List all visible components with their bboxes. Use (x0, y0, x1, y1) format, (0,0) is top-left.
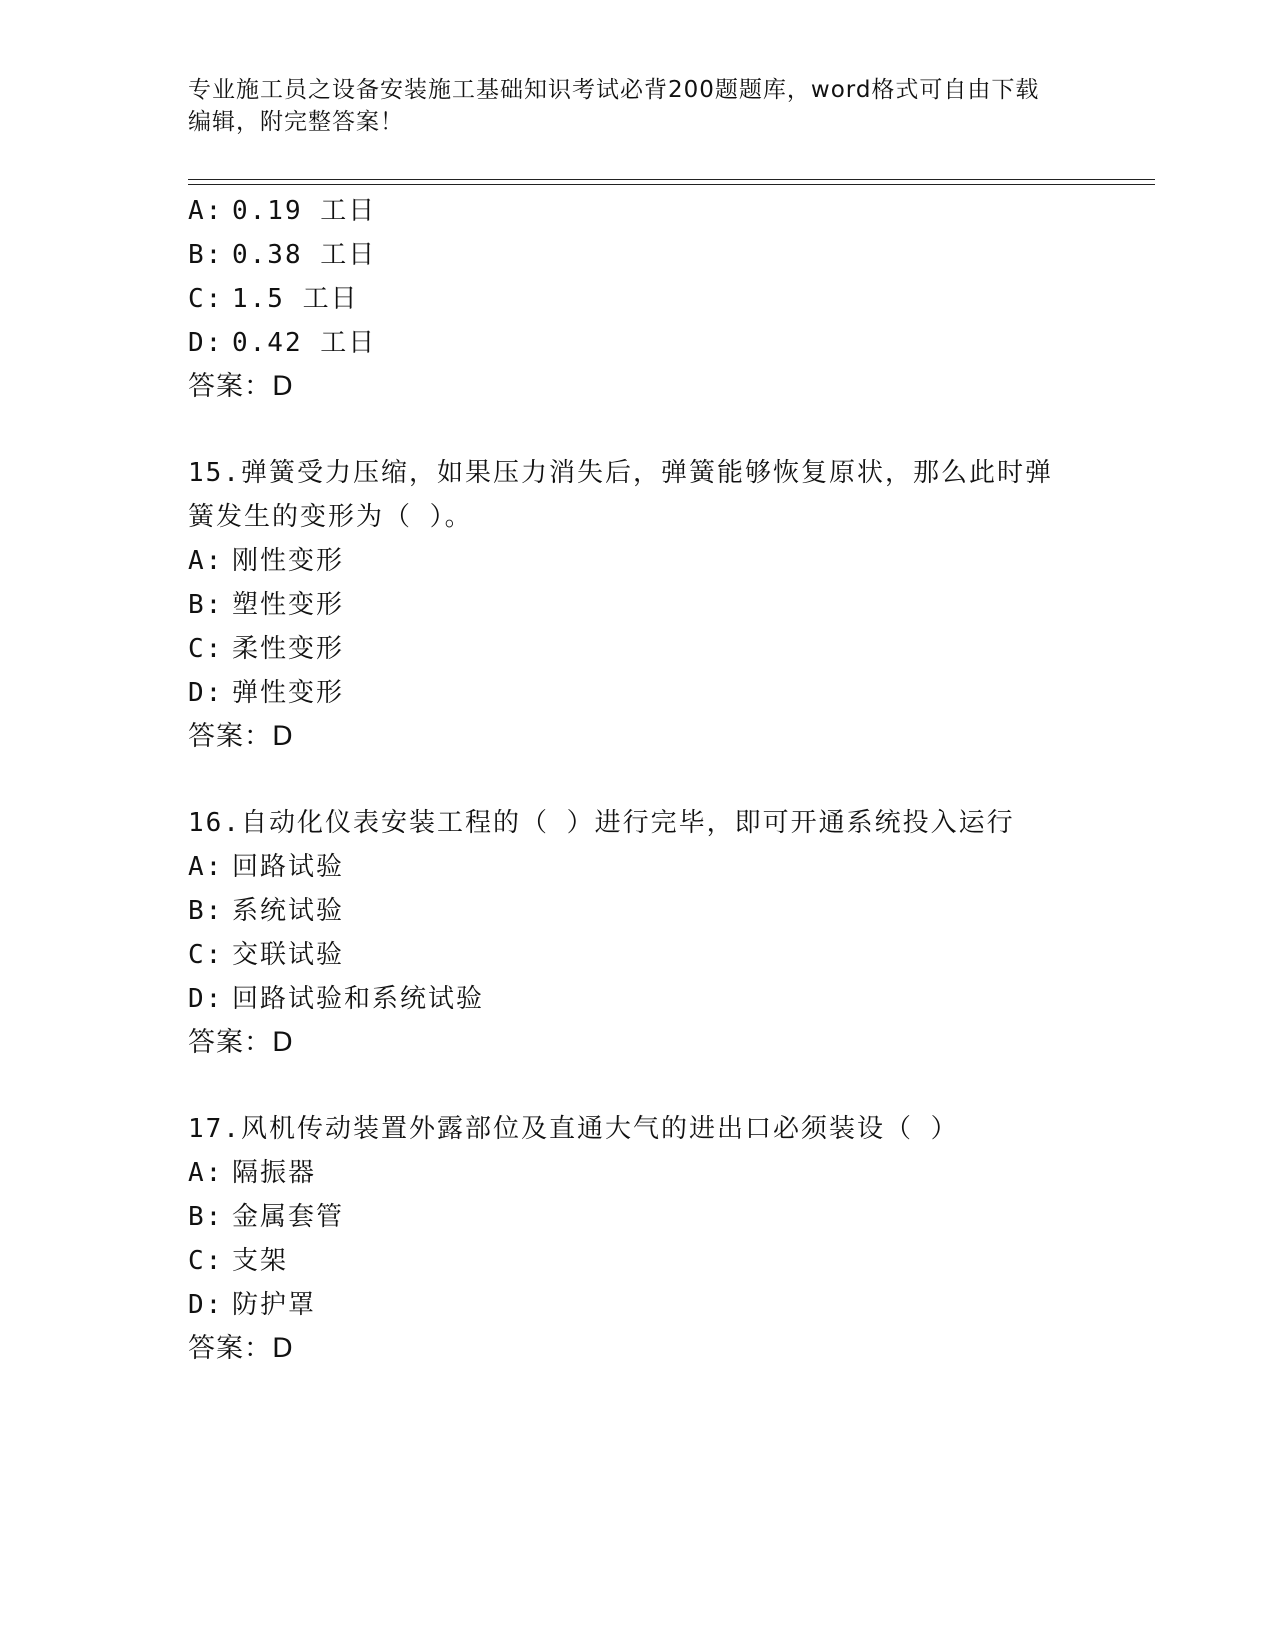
q15-stem-line-2: 簧发生的变形为（ ）。 (188, 502, 473, 532)
header-divider-bottom (188, 184, 1155, 185)
option-label: A: (188, 1158, 224, 1188)
option-label: D: (188, 984, 224, 1014)
option-text: 柔性变形 (232, 634, 345, 664)
option-text: 回路试验 (232, 852, 345, 882)
option-text: 金属套管 (232, 1202, 345, 1232)
option-label: D: (188, 678, 224, 708)
q16-stem-line-1: 16.自动化仪表安装工程的（ ）进行完毕，即可开通系统投入运行 (188, 808, 1015, 838)
q15-option-a (188, 544, 344, 578)
option-text: 支架 (232, 1246, 289, 1276)
q16-option-c (188, 938, 344, 972)
header-line-2: 编辑，附完整答案！ (188, 109, 404, 135)
option-text: 弹性变形 (232, 678, 345, 708)
option-label: D: (188, 328, 224, 358)
q14-answer: 答案：D (188, 371, 294, 402)
option-label: D: (188, 1290, 224, 1320)
q17-option-d (188, 1288, 316, 1322)
q14-option-b (188, 238, 376, 272)
q17-stem-line-1: 17.风机传动装置外露部位及直通大气的进出口必须装设（ ） (188, 1114, 959, 1144)
option-text: 0.38 工日 (232, 240, 377, 270)
q15-option-b (188, 588, 344, 622)
option-text: 1.5 工日 (232, 284, 359, 314)
option-label: B: (188, 590, 224, 620)
option-label: B: (188, 240, 224, 270)
option-text: 防护罩 (232, 1290, 317, 1320)
option-text: 塑性变形 (232, 590, 345, 620)
header-divider-top (188, 179, 1155, 180)
option-label: C: (188, 284, 224, 314)
option-text: 回路试验和系统试验 (232, 984, 485, 1014)
q14-option-c (188, 282, 359, 316)
option-label: A: (188, 196, 224, 226)
option-label: C: (188, 940, 224, 970)
q17-answer: 答案：D (188, 1333, 294, 1364)
option-label: A: (188, 852, 224, 882)
q15-stem-line-1: 15.弹簧受力压缩，如果压力消失后，弹簧能够恢复原状，那么此时弹 (188, 458, 1053, 488)
header-line-1: 专业施工员之设备安装施工基础知识考试必背200题题库，word格式可自由下载 (188, 77, 1040, 103)
q15-option-d (188, 676, 344, 710)
q15-option-c (188, 632, 344, 666)
option-text: 交联试验 (232, 940, 345, 970)
option-text: 0.19 工日 (232, 196, 377, 226)
option-text: 隔振器 (232, 1158, 317, 1188)
document-header (188, 74, 1088, 138)
option-label: B: (188, 1202, 224, 1232)
q14-option-d (188, 326, 376, 360)
option-text: 系统试验 (232, 896, 345, 926)
option-text: 0.42 工日 (232, 328, 377, 358)
option-label: C: (188, 634, 224, 664)
q17-option-c (188, 1244, 288, 1278)
q16-answer: 答案：D (188, 1027, 294, 1058)
q16-option-a (188, 850, 344, 884)
option-label: C: (188, 1246, 224, 1276)
option-label: B: (188, 896, 224, 926)
q16-option-b (188, 894, 344, 928)
option-text: 刚性变形 (232, 546, 345, 576)
q17-option-a (188, 1156, 316, 1190)
q14-option-a (188, 194, 376, 228)
q17-option-b (188, 1200, 344, 1234)
q16-option-d (188, 982, 484, 1016)
option-label: A: (188, 546, 224, 576)
q15-answer: 答案：D (188, 721, 294, 752)
